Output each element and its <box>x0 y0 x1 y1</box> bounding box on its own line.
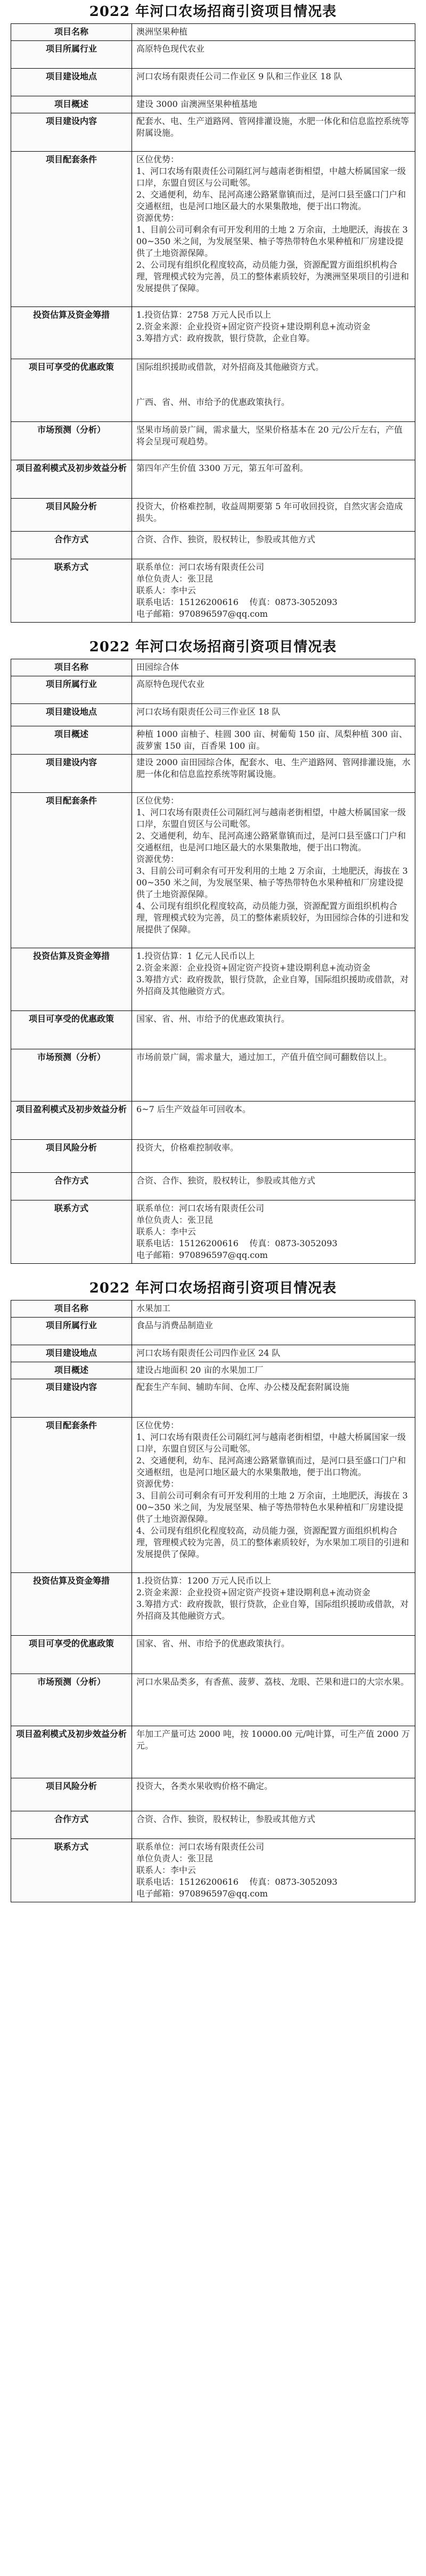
row-value: 区位优势： 1、河口农场有限责任公司隔红河与越南老街相望，中越大桥属国家一级口岸，东盟自贸区与公司毗邻。 2、交通便利，幼车、昆河高速公路紧靠镇而过，是河口县至盛口门户和交通枢纽，也是河口地区最大的水果集散地，便于出口物流。 资源优势： 3、目前公司可剩余有可开发利用的土地 2 万余亩，土地肥沃，海拔在 300~350 米之间，为发展坚果、柚子等热带特色水果种植和厂房建设提供了土地资源保障。 4、公司现有组织化程度较高，动员能力强，资源配置方面组织机构合理，管理模式较为完善，员工的整体素质较好，为水果加工项目的引进和发展提供了保障。 <box>132 1418 415 1573</box>
table-row <box>11 152 415 307</box>
row-value: 河口农场有限责任公司二作业区 9 队和三作业区 18 队 <box>132 69 415 96</box>
row-label: 联系方式 <box>11 1200 132 1264</box>
row-value: 1.投资估算：2758 万元人民币以上 2.资金来源：企业投资+固定资产投资+建设期利息+流动资金 3.筹措方式：政府拨款，银行贷款，企业自筹。 <box>132 307 415 359</box>
row-label: 项目建设地点 <box>11 704 132 726</box>
row-value: 合资、合作、独资，股权转让，参股或其他方式 <box>132 1173 415 1200</box>
row-label: 项目配套条件 <box>11 793 132 948</box>
project-info-table <box>11 23 415 623</box>
row-label: 项目配套条件 <box>11 152 132 307</box>
row-label: 项目建设地点 <box>11 1345 132 1362</box>
row-label: 项目可享受的优惠政策 <box>11 1636 132 1674</box>
row-value: 高原特色现代农业 <box>132 676 415 704</box>
row-label: 投资估算及资金筹措 <box>11 948 132 1011</box>
row-value: 河口农场有限责任公司四作业区 24 队 <box>132 1345 415 1362</box>
table-row <box>11 1345 415 1362</box>
row-value: 国家、省、州、市给予的优惠政策执行。 <box>132 1011 415 1049</box>
table-row <box>11 1011 415 1049</box>
row-value: 合资、合作、独资，股权转让，参股或其他方式 <box>132 1811 415 1839</box>
row-label: 项目盈利模式及初步效益分析 <box>11 1726 132 1778</box>
row-label: 市场预测（分析） <box>11 1049 132 1101</box>
project-section-1 <box>0 0 426 623</box>
row-value: 田园综合体 <box>132 659 415 676</box>
row-value: 投资大，价格难控制，收益周期要第 5 年可收回投资，自然灾害会造成损失。 <box>132 499 415 532</box>
row-label: 项目可享受的优惠政策 <box>11 359 132 422</box>
row-value: 投资大，价格难控制收率。 <box>132 1140 415 1173</box>
table-row <box>11 113 415 152</box>
table-row <box>11 704 415 726</box>
table-row <box>11 1173 415 1200</box>
row-value: 种植 1000 亩柚子、桂圆 300 亩、树葡萄 150 亩、凤梨种植 300 亩、菠萝蜜 150 亩，百香果 100 亩。 <box>132 726 415 755</box>
row-value: 高原特色现代农业 <box>132 41 415 69</box>
row-label: 项目概述 <box>11 96 132 113</box>
section-title: 2022 年河口农场招商引资项目情况表 <box>89 1280 337 1296</box>
table-row <box>11 559 415 623</box>
row-label: 投资估算及资金筹措 <box>11 1573 132 1636</box>
row-value: 1.投资估算：1 亿元人民币以上 2.资金来源：企业投资+固定资产投资+建设期利息+流动资金 3.筹措方式：政府拨款，银行贷款，企业自筹，国际组织援助或借款，对外招商及其他融资方式。 <box>132 948 415 1011</box>
row-value: 配套生产车间、辅助车间、仓库、办公楼及配套附属设施 <box>132 1379 415 1418</box>
row-label: 联系方式 <box>11 1839 132 1902</box>
project-info-table <box>11 1300 415 1902</box>
table-row <box>11 1811 415 1839</box>
table-row <box>11 24 415 41</box>
row-value: 区位优势： 1、河口农场有限责任公司隔红河与越南老街相望，中越大桥属国家一级口岸，东盟自贸区与公司毗邻。 2、交通便利，幼车、昆河高速公路紧靠镇而过，是河口县至盛口门户和交通枢纽，也是河口地区最大的水果集散地，便于出口物流。 资源优势： 1、目前公司可剩余有可开发利用的土地 2 万余亩，土地肥沃，海拔在 300~350 米之间，为发展坚果、柚子等热带特色水果种植和厂房建设提供了土地资源保障。 2、公司现有组织化程度较高，动员能力强，资源配置方面组织机构合理，管理模式较为完善，员工的整体素质较好，为澳洲坚果项目的引进和发展提供了保障。 <box>132 152 415 307</box>
row-label: 项目盈利模式及初步效益分析 <box>11 460 132 499</box>
row-value: 水果加工 <box>132 1301 415 1318</box>
row-value: 食品与消费品制造业 <box>132 1318 415 1345</box>
row-value: 国家、省、州、市给予的优惠政策执行。 <box>132 1636 415 1674</box>
row-label: 项目名称 <box>11 1301 132 1318</box>
table-row <box>11 499 415 532</box>
table-row <box>11 1778 415 1811</box>
table-row <box>11 1200 415 1264</box>
table-row <box>11 1362 415 1379</box>
table-row <box>11 1318 415 1345</box>
table-row <box>11 948 415 1011</box>
section-title: 2022 年河口农场招商引资项目情况表 <box>89 639 337 655</box>
row-value: 国际组织援助或借款，对外招商及其他融资方式。 广西、省、州、市给予的优惠政策执行。 <box>132 359 415 422</box>
row-value: 第四年产生价值 3300 万元，第五年可盈利。 <box>132 460 415 499</box>
row-label: 项目风险分析 <box>11 1778 132 1811</box>
row-value: 投资大，各类水果收购价格不确定。 <box>132 1778 415 1811</box>
row-value: 建设 3000 亩澳洲坚果种植基地 <box>132 96 415 113</box>
table-row <box>11 755 415 793</box>
row-label: 项目盈利模式及初步效益分析 <box>11 1101 132 1140</box>
table-row <box>11 532 415 559</box>
row-value: 1.投资估算：1200 万元人民币以上 2.资金来源：企业投资+固定资产投资+建设期利息+流动资金 3.筹措方式：政府拨款，银行贷款，企业自筹，国际组织援助或借款，对外招商及其他融资方式。 <box>132 1573 415 1636</box>
row-value: 河口农场有限责任公司三作业区 18 队 <box>132 704 415 726</box>
row-label: 项目所属行业 <box>11 41 132 69</box>
row-value: 联系单位：河口农场有限责任公司 单位负责人：张卫昆 联系人：李中云 联系电话：15126200616 传真：0873-3052093 电子邮箱：970896597@qq.com <box>132 559 415 623</box>
table-row <box>11 1418 415 1573</box>
row-value: 市场前景广阔，需求量大，通过加工，产值升值空间可翻数倍以上。 <box>132 1049 415 1101</box>
row-label: 项目所属行业 <box>11 1318 132 1345</box>
table-row <box>11 41 415 69</box>
table-row <box>11 726 415 755</box>
row-label: 项目建设地点 <box>11 69 132 96</box>
row-value: 6~7 后生产效益年可回收本。 <box>132 1101 415 1140</box>
row-label: 项目名称 <box>11 24 132 41</box>
table-row <box>11 359 415 422</box>
row-value: 年加工产量可达 2000 吨，按 10000.00 元/吨计算，可生产值 2000 万元。 <box>132 1726 415 1778</box>
table-row <box>11 676 415 704</box>
row-label: 联系方式 <box>11 559 132 623</box>
table-row <box>11 1101 415 1140</box>
row-value: 建设 2000 亩田园综合体，配套水、电、生产道路网、管网排灌设施，水肥一体化和信息监控系统等附属设施。 <box>132 755 415 793</box>
row-label: 市场预测（分析） <box>11 422 132 460</box>
row-label: 合作方式 <box>11 532 132 559</box>
row-value: 建设占地面积 20 亩的水果加工厂 <box>132 1362 415 1379</box>
table-row <box>11 1049 415 1101</box>
row-label: 合作方式 <box>11 1811 132 1839</box>
row-label: 项目名称 <box>11 659 132 676</box>
row-value: 联系单位：河口农场有限责任公司 单位负责人：张卫昆 联系人：李中云 联系电话：15126200616 传真：0873-3052093 电子邮箱：970896597@qq.com <box>132 1200 415 1264</box>
project-section-2 <box>0 635 426 1264</box>
table-row <box>11 1379 415 1418</box>
row-label: 投资估算及资金筹措 <box>11 307 132 359</box>
table-row <box>11 1140 415 1173</box>
row-label: 市场预测（分析） <box>11 1674 132 1726</box>
table-row <box>11 307 415 359</box>
table-row <box>11 69 415 96</box>
row-value: 合资、合作、独资，股权转让，参股或其他方式 <box>132 532 415 559</box>
table-row <box>11 1301 415 1318</box>
row-value: 联系单位：河口农场有限责任公司 单位负责人：张卫昆 联系人：李中云 联系电话：15126200616 传真：0873-3052093 电子邮箱：970896597@qq.com <box>132 1839 415 1902</box>
row-label: 项目概述 <box>11 726 132 755</box>
table-row <box>11 1636 415 1674</box>
table-row <box>11 793 415 948</box>
project-info-table <box>11 659 415 1264</box>
row-value: 澳洲坚果种植 <box>132 24 415 41</box>
table-row <box>11 422 415 460</box>
table-row <box>11 460 415 499</box>
row-value: 区位优势： 1、河口农场有限责任公司隔红河与越南老街相望，中越大桥属国家一级口岸，东盟自贸区与公司毗邻。 2、交通便利，幼车、昆河高速公路紧靠镇而过，是河口县至盛口门户和交通枢纽，也是河口地区最大的水果集散地，便于出口物流。 资源优势： 3、目前公司可剩余有可开发利用的土地 2 万余亩，土地肥沃，海拔在 300~350 米之间，为发展坚果、柚子等热带特色水果种植和厂房建设提供了土地资源保障。 4、公司现有组织化程度较高，动员能力强，资源配置方面组织机构合理，管理模式较为完善，员工的整体素质较好，为田园综合体的引进和发展提供了保障。 <box>132 793 415 948</box>
table-row <box>11 1674 415 1726</box>
row-label: 项目配套条件 <box>11 1418 132 1573</box>
table-row <box>11 659 415 676</box>
table-row <box>11 1726 415 1778</box>
row-label: 项目建设内容 <box>11 1379 132 1418</box>
table-row <box>11 1839 415 1902</box>
row-label: 项目风险分析 <box>11 499 132 532</box>
row-label: 项目建设内容 <box>11 113 132 152</box>
row-label: 项目可享受的优惠政策 <box>11 1011 132 1049</box>
row-label: 项目概述 <box>11 1362 132 1379</box>
row-label: 项目建设内容 <box>11 755 132 793</box>
table-row <box>11 96 415 113</box>
row-label: 合作方式 <box>11 1173 132 1200</box>
section-title: 2022 年河口农场招商引资项目情况表 <box>89 4 337 20</box>
row-value: 配套水、电、生产道路网、管网排灌设施，水肥一体化和信息监控系统等附属设施。 <box>132 113 415 152</box>
row-value: 坚果市场前景广阔，需求量大，坚果价格基本在 20 元/公斤左右，产值将会呈现可观趋势。 <box>132 422 415 460</box>
row-label: 项目所属行业 <box>11 676 132 704</box>
row-value: 河口水果品类多，有香蕉、菠萝、荔枝、龙眼、芒果和进口的大宗水果。 <box>132 1674 415 1726</box>
project-section-3 <box>0 1277 426 1902</box>
row-label: 项目风险分析 <box>11 1140 132 1173</box>
table-row <box>11 1573 415 1636</box>
